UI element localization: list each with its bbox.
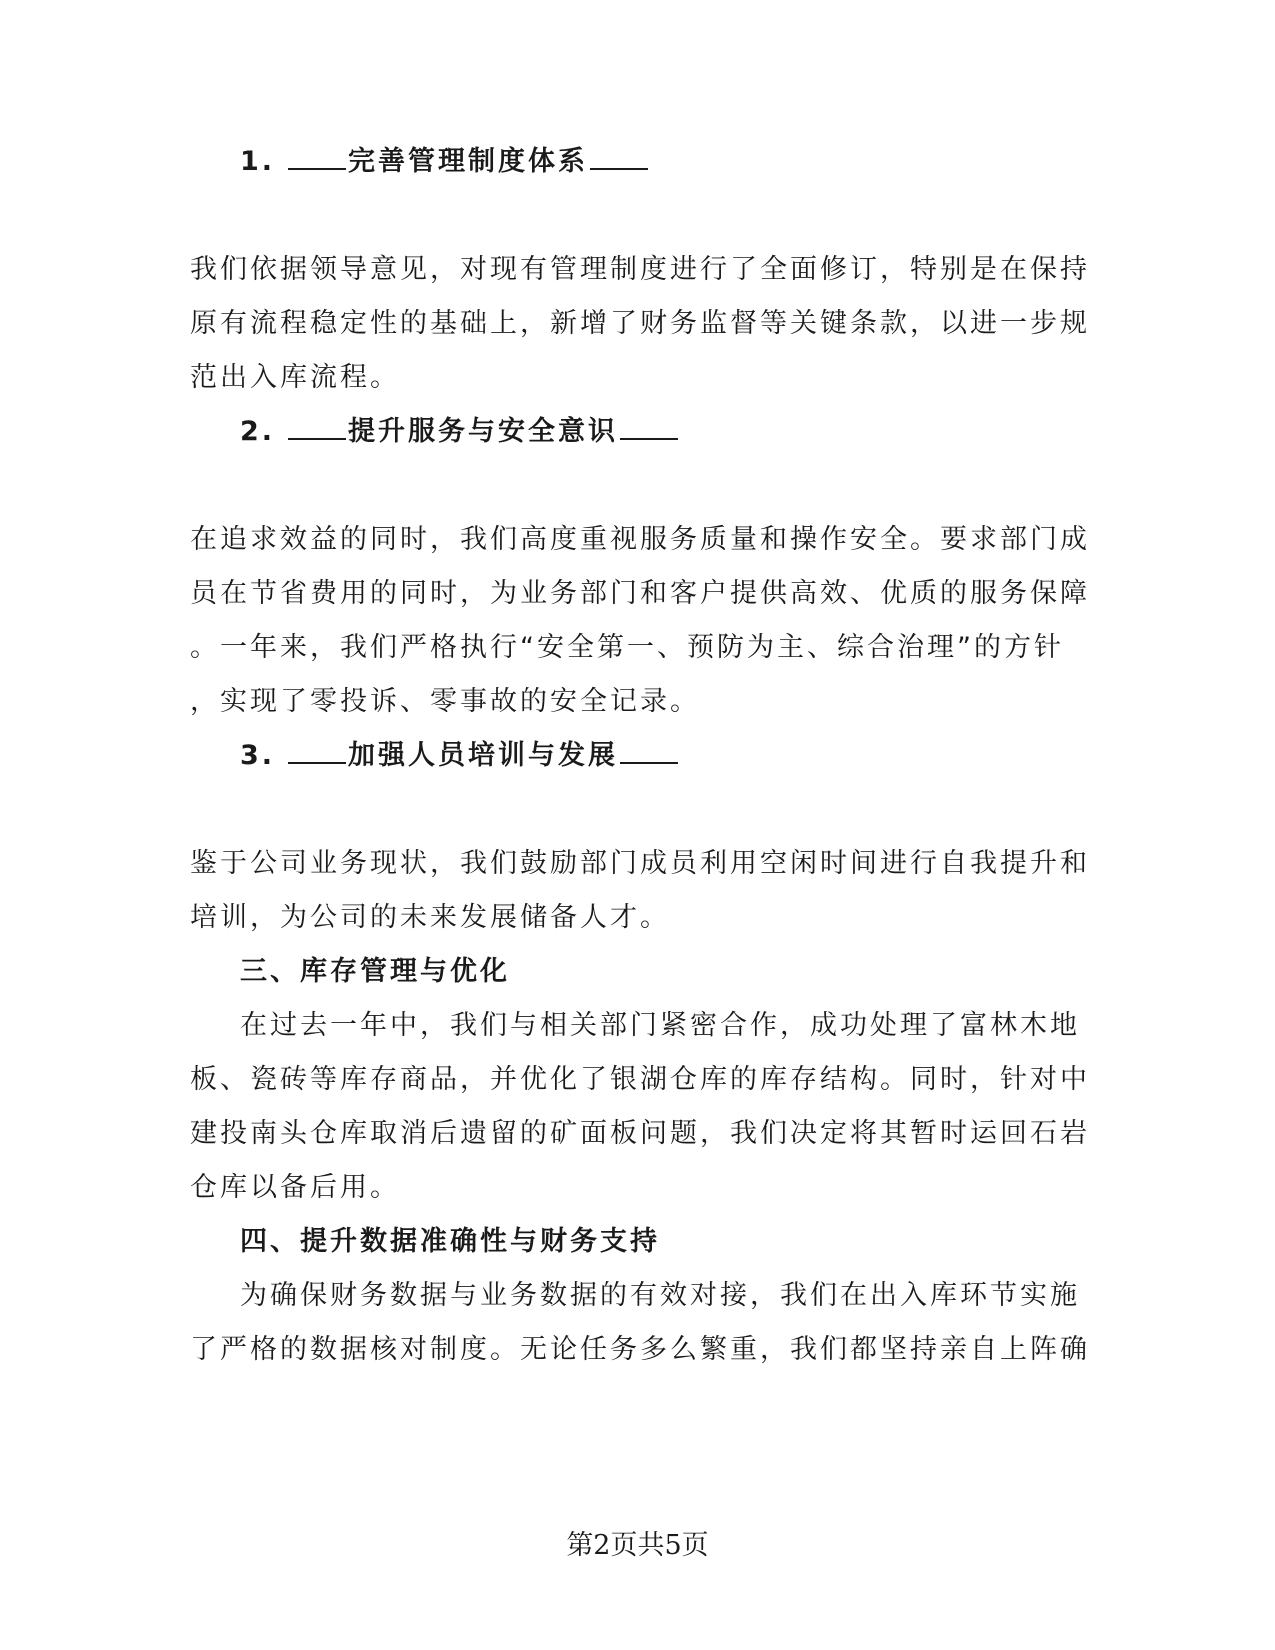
paragraph-line: 为确保财务数据与业务数据的有效对接，我们在出入库环节实施 [240, 1280, 1080, 1311]
paragraph-line: 在过去一年中，我们与相关部门紧密合作，成功处理了富林木地 [240, 1010, 1080, 1041]
paragraph-line: 鉴于公司业务现状，我们鼓励部门成员利用空闲时间进行自我提升和 [190, 848, 1090, 879]
paragraph-line: 范出入库流程。 [190, 362, 400, 393]
section-heading-3 [240, 736, 1140, 776]
section-title: 加强人员培训与发展 [348, 740, 618, 771]
fill-blank [288, 412, 346, 440]
paragraph-line: 建投南头仓库取消后遗留的矿面板问题，我们决定将其暂时运回石岩 [190, 1118, 1090, 1149]
section-title: 提升服务与安全意识 [348, 416, 618, 447]
fill-blank [288, 736, 346, 764]
paragraph-line: 了严格的数据核对制度。无论任务多么繁重，我们都坚持亲自上阵确 [190, 1334, 1090, 1365]
section-number: 1. [240, 146, 276, 177]
chapter-heading-3: 三、库存管理与优化 [240, 956, 510, 987]
paragraph-line: 我们依据领导意见，对现有管理制度进行了全面修订，特别是在保持 [190, 254, 1090, 285]
fill-blank [620, 736, 678, 764]
section-number: 2. [240, 416, 276, 447]
paragraph-line: 培训，为公司的未来发展储备人才。 [190, 902, 670, 933]
fill-blank [620, 412, 678, 440]
paragraph-line: 员在节省费用的同时，为业务部门和客户提供高效、优质的服务保障 [190, 578, 1090, 609]
paragraph-line: 仓库以备后用。 [190, 1172, 400, 1203]
paragraph-line: 在追求效益的同时，我们高度重视服务质量和操作安全。要求部门成 [190, 524, 1090, 555]
section-title: 完善管理制度体系 [348, 146, 588, 177]
paragraph-line: 。一年来，我们严格执行“安全第一、预防为主、综合治理”的方针 [190, 632, 1064, 663]
chapter-heading-4: 四、提升数据准确性与财务支持 [240, 1226, 660, 1257]
page-number-footer: 第2页共5页 [566, 1530, 709, 1561]
fill-blank [288, 142, 346, 170]
section-number: 3. [240, 740, 276, 771]
paragraph-line: 板、瓷砖等库存商品，并优化了银湖仓库的库存结构。同时，针对中 [190, 1064, 1090, 1095]
section-heading-2 [240, 412, 1140, 452]
paragraph-line: ，实现了零投诉、零事故的安全记录。 [190, 686, 700, 717]
paragraph-line: 原有流程稳定性的基础上，新增了财务监督等关键条款，以进一步规 [190, 308, 1090, 339]
fill-blank [590, 142, 648, 170]
section-heading-1 [240, 142, 1140, 182]
